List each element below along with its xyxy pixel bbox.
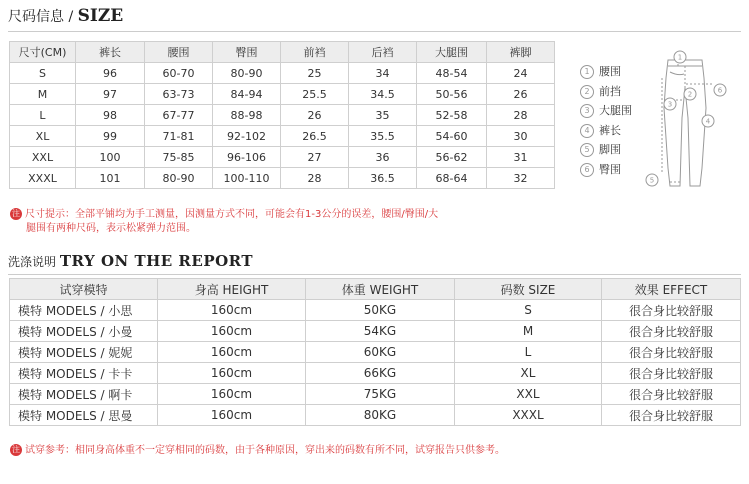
table-cell: 71-81: [145, 126, 213, 147]
legend-label: 腰围: [599, 65, 621, 78]
size-header-divider: [8, 31, 741, 32]
table-cell: 96: [76, 63, 145, 84]
size-header-cell: 前裆: [281, 42, 349, 63]
table-cell: 60KG: [306, 342, 455, 363]
size-header-cell: 裤长: [76, 42, 145, 63]
table-row: [10, 300, 741, 321]
table-cell: 模特 MODELS / 小曼: [10, 321, 158, 342]
table-cell: 160cm: [158, 342, 306, 363]
table-cell: 模特 MODELS / 啊卡: [10, 384, 158, 405]
table-cell: S: [455, 300, 602, 321]
table-cell: 50-56: [417, 84, 487, 105]
table-cell: 31: [487, 147, 555, 168]
size-header-cell: 大腿围: [417, 42, 487, 63]
try-header-cell: 身高 HEIGHT: [158, 279, 306, 300]
marker-4: 4: [705, 117, 711, 126]
try-header-cell: 体重 WEIGHT: [306, 279, 455, 300]
legend-number: 4: [580, 124, 594, 138]
table-cell: 24: [487, 63, 555, 84]
table-cell: 80-90: [213, 63, 281, 84]
table-cell: 模特 MODELS / 小思: [10, 300, 158, 321]
table-cell: 160cm: [158, 300, 306, 321]
table-cell: 50KG: [306, 300, 455, 321]
table-cell: 96-106: [213, 147, 281, 168]
table-cell: 99: [76, 126, 145, 147]
table-cell: 97: [76, 84, 145, 105]
table-cell: 75-85: [145, 147, 213, 168]
table-cell: 54-60: [417, 126, 487, 147]
table-cell: 98: [76, 105, 145, 126]
size-title-cn: 尺码信息: [8, 9, 64, 25]
table-cell: 92-102: [213, 126, 281, 147]
legend-number: 2: [580, 85, 594, 99]
size-note-line2: 腿围有两种尺码，表示松紧弹力范围。: [26, 223, 196, 234]
size-note-line1: 尺寸提示：全部平铺均为手工测量，因测量方式不同，可能会有1-3公分的误差，腰围/臀围/大: [25, 209, 439, 220]
size-title-en: SIZE: [77, 6, 124, 26]
table-cell: XXL: [455, 384, 602, 405]
table-cell: 很合身比较舒服: [602, 384, 741, 405]
table-row: [10, 105, 555, 126]
try-header-cell: 效果 EFFECT: [602, 279, 741, 300]
table-cell: L: [10, 105, 76, 126]
table-cell: XXXL: [455, 405, 602, 426]
try-header-divider: [8, 274, 741, 275]
table-row: [10, 342, 741, 363]
table-row: [10, 321, 741, 342]
table-row: [10, 84, 555, 105]
try-header-cell: 码数 SIZE: [455, 279, 602, 300]
try-on-table: [9, 278, 741, 426]
table-cell: 88-98: [213, 105, 281, 126]
table-cell: 26.5: [281, 126, 349, 147]
table-cell: 66KG: [306, 363, 455, 384]
title-separator: /: [68, 9, 74, 25]
size-note: [10, 208, 450, 236]
legend-item: [580, 82, 632, 102]
marker-6: 6: [717, 86, 723, 95]
table-row: [10, 168, 555, 189]
legend-label: 前挡: [599, 84, 621, 98]
table-cell: 36.5: [349, 168, 417, 189]
measurement-legend: [580, 62, 632, 180]
table-cell: 63-73: [145, 84, 213, 105]
table-cell: 32: [487, 168, 555, 189]
table-row: [10, 363, 741, 384]
table-cell: 28: [487, 105, 555, 126]
size-header-row: [10, 42, 555, 63]
table-cell: 54KG: [306, 321, 455, 342]
pocket-line: [670, 72, 684, 75]
size-header-cell: 臀围: [213, 42, 281, 63]
try-title-en: TRY ON THE REPORT: [59, 252, 254, 270]
table-cell: 模特 MODELS / 妮妮: [10, 342, 158, 363]
note-icon: 注: [12, 209, 20, 218]
table-row: [10, 63, 555, 84]
legend-label: 裤长: [599, 123, 621, 137]
table-cell: 28: [281, 168, 349, 189]
table-cell: 27: [281, 147, 349, 168]
table-cell: 68-64: [417, 168, 487, 189]
table-cell: 模特 MODELS / 思曼: [10, 405, 158, 426]
try-header-cell: 试穿模特: [10, 279, 158, 300]
legend-item: [580, 140, 632, 160]
marker-5: 5: [649, 176, 655, 185]
table-cell: 35: [349, 105, 417, 126]
table-cell: 模特 MODELS / 卡卡: [10, 363, 158, 384]
size-header-cell: 腰围: [145, 42, 213, 63]
table-cell: 100: [76, 147, 145, 168]
table-cell: 80KG: [306, 405, 455, 426]
try-title-cn: 洗涤说明: [8, 255, 57, 269]
legend-item: [580, 101, 632, 121]
legend-label: 大腿围: [599, 104, 632, 118]
try-note-text: 试穿参考：相同身高体重不一定穿相同的码数，由于各种原因，穿出来的码数有所不同，试穿报告只供参考。: [25, 445, 505, 456]
legend-item: [580, 62, 632, 82]
table-cell: M: [10, 84, 76, 105]
table-cell: 67-77: [145, 105, 213, 126]
size-header-cell: 尺寸(CM): [10, 42, 76, 63]
legend-number: 5: [580, 143, 594, 157]
table-cell: 34.5: [349, 84, 417, 105]
size-header-cell: 后裆: [349, 42, 417, 63]
table-cell: 56-62: [417, 147, 487, 168]
table-cell: 34: [349, 63, 417, 84]
table-cell: 100-110: [213, 168, 281, 189]
table-cell: 很合身比较舒服: [602, 342, 741, 363]
table-cell: XXXL: [10, 168, 76, 189]
table-cell: 101: [76, 168, 145, 189]
table-cell: S: [10, 63, 76, 84]
table-cell: 48-54: [417, 63, 487, 84]
table-cell: 160cm: [158, 405, 306, 426]
size-section-header: [8, 6, 123, 26]
size-header-cell: 裤脚: [487, 42, 555, 63]
table-cell: 36: [349, 147, 417, 168]
table-row: [10, 405, 741, 426]
table-cell: 30: [487, 126, 555, 147]
table-cell: 很合身比较舒服: [602, 363, 741, 384]
marker-1: 1: [677, 53, 683, 62]
table-row: [10, 126, 555, 147]
marker-2: 2: [687, 90, 693, 99]
legend-number: 6: [580, 163, 594, 177]
note-icon: 注: [12, 445, 20, 454]
table-cell: M: [455, 321, 602, 342]
table-cell: 25.5: [281, 84, 349, 105]
try-note: [10, 444, 710, 458]
table-cell: 26: [281, 105, 349, 126]
table-cell: 160cm: [158, 363, 306, 384]
table-cell: 35.5: [349, 126, 417, 147]
table-cell: 160cm: [158, 321, 306, 342]
marker-3: 3: [667, 100, 673, 109]
legend-label: 脚围: [599, 143, 621, 157]
legend-item: [580, 121, 632, 141]
size-table: [9, 41, 555, 189]
table-cell: XXL: [10, 147, 76, 168]
table-cell: 84-94: [213, 84, 281, 105]
table-cell: XL: [10, 126, 76, 147]
legend-label: 臀围: [599, 162, 621, 176]
table-cell: 60-70: [145, 63, 213, 84]
legend-number: 1: [580, 65, 594, 79]
table-cell: XL: [455, 363, 602, 384]
table-cell: L: [455, 342, 602, 363]
table-row: [10, 147, 555, 168]
table-cell: 26: [487, 84, 555, 105]
table-cell: 很合身比较舒服: [602, 405, 741, 426]
legend-item: [580, 160, 632, 180]
table-cell: 很合身比较舒服: [602, 300, 741, 321]
legend-number: 3: [580, 104, 594, 118]
pants-diagram: [640, 48, 730, 198]
table-cell: 25: [281, 63, 349, 84]
table-cell: 很合身比较舒服: [602, 321, 741, 342]
table-row: [10, 384, 741, 405]
table-cell: 75KG: [306, 384, 455, 405]
try-section-header: [8, 252, 253, 270]
table-cell: 80-90: [145, 168, 213, 189]
table-cell: 52-58: [417, 105, 487, 126]
try-header-row: [10, 279, 741, 300]
table-cell: 160cm: [158, 384, 306, 405]
